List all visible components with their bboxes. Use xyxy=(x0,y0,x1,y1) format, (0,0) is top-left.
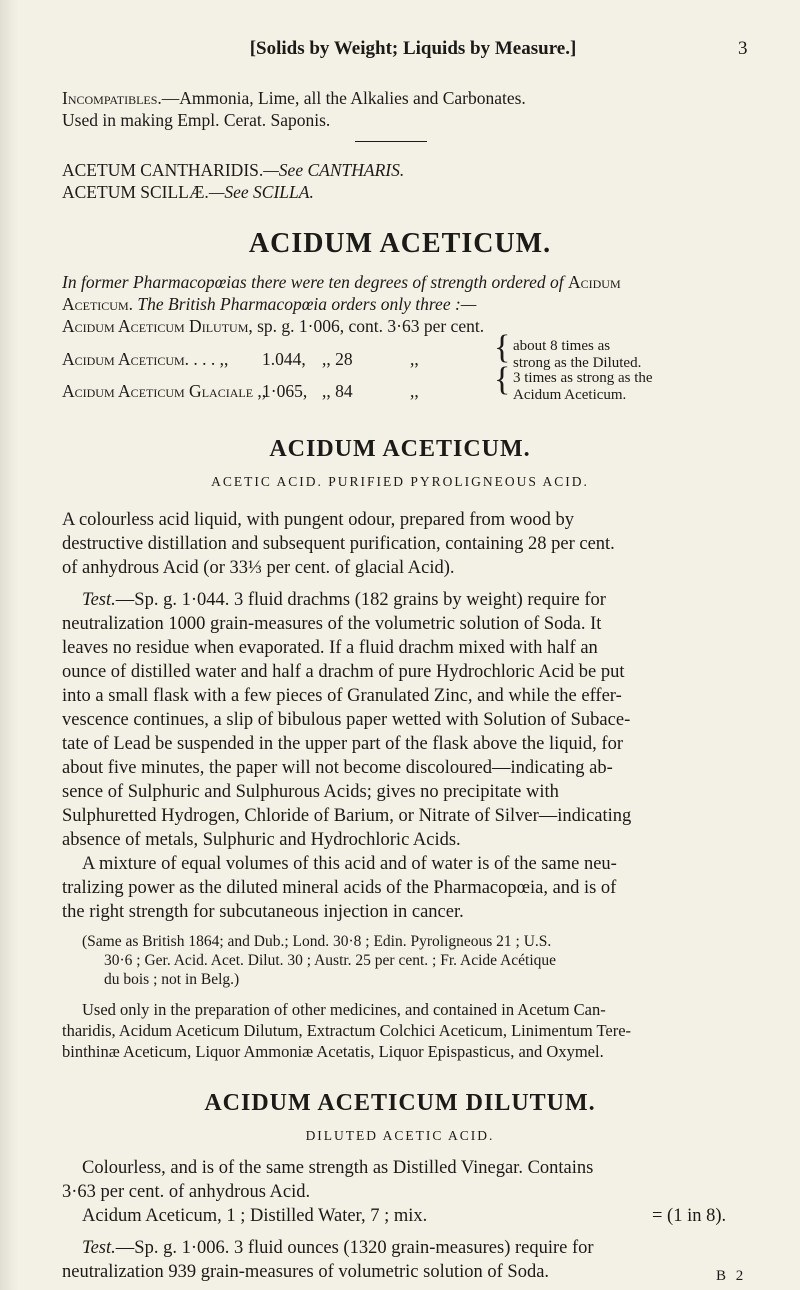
section-title-acidum-aceticum-2: ACIDUM ACETICUM. xyxy=(269,436,531,462)
section-title-acidum-aceticum-dilutum: ACIDUM ACETICUM DILUTUM. xyxy=(204,1090,596,1116)
cross-ref-cantharidis-head: ACETUM CANTHARIDIS. xyxy=(62,160,264,180)
mixture-line-3: the right strength for subcutaneous injection in cancer. xyxy=(62,902,464,922)
brace-glaciale: { xyxy=(494,361,511,398)
same-as-line-2: 30·6 ; Ger. Acid. Acet. Dilut. 30 ; Austr. 25 per cent. ; Fr. Acide Acétique xyxy=(104,952,557,969)
test-line: neutralization 1000 grain-measures of the volumetric solution of Soda. It xyxy=(62,614,602,634)
used-in-line-2: tharidis, Acidum Aceticum Dilutum, Extractum Colchici Aceticum, Linimentum Tere- xyxy=(62,1021,632,1040)
cross-ref-cantharidis xyxy=(62,160,404,181)
cross-ref-scillae-head: ACETUM SCILLÆ. xyxy=(62,182,209,202)
test-first-line xyxy=(82,588,606,612)
strengths-intro-line2 xyxy=(62,294,476,315)
divider-rule xyxy=(355,141,427,142)
section-subtitle-diluted-acetic-acid: DILUTED ACETIC ACID. xyxy=(305,1128,495,1143)
running-head: [Solids by Weight; Liquids by Measure.] xyxy=(249,38,577,59)
strength-row-dilutum-name: Acidum Aceticum Dilutum, xyxy=(62,316,253,336)
test-line: ounce of distilled water and half a drachm of pure Hydrochloric Acid be put xyxy=(62,662,625,682)
incompatibles-text: —Ammonia, Lime, all the Alkalies and Carbonates. xyxy=(161,88,526,108)
test-line: sence of Sulphuric and Sulphurous Acids; gives no precipitate with xyxy=(62,782,559,802)
dilutum-line-2: 3·63 per cent. of anhydrous Acid. xyxy=(62,1182,311,1202)
section-subtitle-acetic-acid: ACETIC ACID. PURIFIED PYROLIGNEOUS ACID. xyxy=(211,474,589,489)
test-line: Sulphuretted Hydrogen, Chloride of Barium, or Nitrate of Silver—indicating xyxy=(62,806,632,826)
strength-row-aceticum-note1: about 8 times as xyxy=(513,338,611,354)
strengths-intro-part2: The British Pharmacopœia orders only three :— xyxy=(137,294,477,314)
dilutum-test-line-1 xyxy=(82,1236,594,1260)
strength-row-glaciale-percent: ,, 84 xyxy=(322,381,353,401)
test-line: vescence continues, a slip of bibulous paper wetted with Solution of Subace- xyxy=(62,710,631,730)
strength-row-glaciale-ditto: ,, xyxy=(410,381,419,401)
dilutum-line-1: Colourless, and is of the same strength as Distilled Vinegar. Contains xyxy=(82,1158,594,1178)
strength-row-glaciale-name: Acidum Aceticum Glaciale ,, xyxy=(62,381,267,401)
test-first-text: —Sp. g. 1·044. 3 fluid drachms (182 grains by weight) require for xyxy=(115,590,606,610)
strengths-intro-line1 xyxy=(62,272,621,293)
dilutum-mix-ratio: = (1 in 8). xyxy=(652,1206,727,1226)
page-number: 3 xyxy=(738,38,748,59)
dilutum-mix-line: Acidum Aceticum, 1 ; Distilled Water, 7 ; mix. xyxy=(82,1206,428,1226)
incompatibles-line xyxy=(62,88,526,109)
test-line: leaves no residue when evaporated. If a fluid drachm mixed with half an xyxy=(62,638,598,658)
strength-row-glaciale-note2: Acidum Aceticum. xyxy=(513,387,627,403)
test-line: absence of metals, Sulphuric and Hydrochloric Acids. xyxy=(62,830,461,850)
strength-row-glaciale-note1: 3 times as strong as the xyxy=(513,370,653,386)
test-label: Test. xyxy=(82,590,116,610)
cross-ref-cantharidis-see: —See CANTHARIS. xyxy=(263,160,405,180)
strength-row-aceticum-percent: ,, 28 xyxy=(322,349,353,369)
strength-row-aceticum-ditto: ,, xyxy=(410,349,419,369)
used-in-line-1: Used only in the preparation of other medicines, and contained in Acetum Can- xyxy=(82,1000,606,1019)
dilutum-test-label: Test. xyxy=(82,1238,116,1258)
mixture-line-1: A mixture of equal volumes of this acid and of water is of the same neu- xyxy=(82,854,617,874)
mixture-line-2: tralizing power as the diluted mineral acids of the Pharmacopœia, and is of xyxy=(62,878,617,898)
cross-ref-scillae-see: —See SCILLA. xyxy=(208,182,314,202)
strength-row-glaciale-sg: 1·065, xyxy=(262,381,308,401)
dilutum-test-text: —Sp. g. 1·006. 3 fluid ounces (1320 grain-measures) require for xyxy=(115,1238,594,1258)
strength-row-aceticum-note2: strong as the Diluted. xyxy=(513,355,642,371)
incompatibles-label: Incompatibles. xyxy=(62,88,162,108)
same-as-line-3: du bois ; not in Belg.) xyxy=(104,971,240,988)
description-line-2: destructive distillation and subsequent purification, containing 28 per cent. xyxy=(62,534,615,554)
test-line: about five minutes, the paper will not become discoloured—indicating ab- xyxy=(62,758,613,778)
test-line: into a small flask with a few pieces of Granulated Zinc, and while the effer- xyxy=(62,686,622,706)
used-in-line-3: binthinæ Aceticum, Liquor Ammoniæ Acetatis, Liquor Epispasticus, and Oxymel. xyxy=(62,1042,604,1061)
strength-row-aceticum-sg: 1.044, xyxy=(262,349,306,369)
strength-row-dilutum-values: sp. g. 1·006, cont. 3·63 per cent. xyxy=(257,316,485,336)
used-in-making-line: Used in making Empl. Cerat. Saponis. xyxy=(62,110,331,130)
strengths-intro-sc2: Aceticum. xyxy=(62,294,134,314)
description-line-1: A colourless acid liquid, with pungent odour, prepared from wood by xyxy=(62,510,575,530)
dilutum-test-line-2: neutralization 939 grain-measures of volumetric solution of Soda. xyxy=(62,1262,550,1282)
signature-mark: B 2 xyxy=(716,1268,747,1284)
strengths-intro-part1: In former Pharmacopœias there were ten degrees of strength ordered of xyxy=(62,272,564,292)
brace-aceticum: { xyxy=(494,329,511,366)
description-line-3: of anhydrous Acid (or 33⅓ per cent. of glacial Acid). xyxy=(62,558,455,578)
same-as-line-1: (Same as British 1864; and Dub.; Lond. 30·8 ; Edin. Pyroligneous 21 ; U.S. xyxy=(82,933,552,950)
strength-row-aceticum-name: Acidum Aceticum. . . . ,, xyxy=(62,349,229,369)
strength-row-dilutum xyxy=(62,316,484,337)
test-line: tate of Lead be suspended in the upper part of the flask above the liquid, for xyxy=(62,734,623,754)
cross-ref-scillae xyxy=(62,182,314,203)
section-title-acidum-aceticum: ACIDUM ACETICUM. xyxy=(248,228,552,259)
strengths-intro-sc1: Acidum xyxy=(567,272,621,292)
